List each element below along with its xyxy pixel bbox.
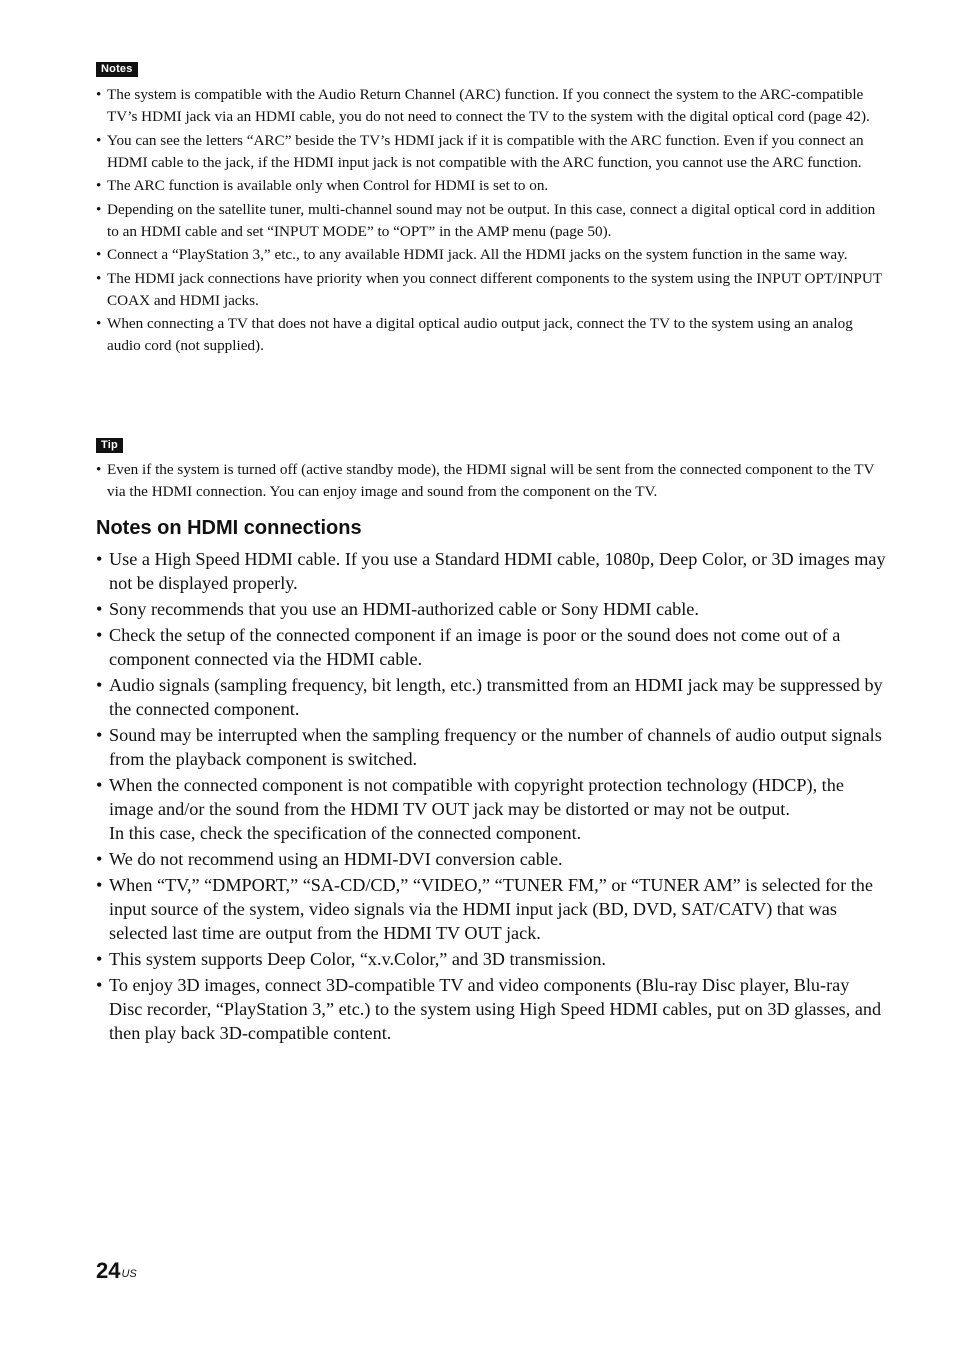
tip-badge: Tip	[96, 438, 123, 453]
tip-list	[96, 459, 882, 505]
hdmi-note-item: • Audio signals (sampling frequency, bit length, etc.) transmitted from an HDMI jack may be suppressed by the connected component.	[96, 673, 886, 721]
note-item: • You can see the letters “ARC” beside the TV’s HDMI jack if it is compatible with the ARC function. Even if you connect an HDMI cable to the jack, if the HDMI input jack is not compatible with the ARC function, you cannot use the ARC function.	[96, 130, 882, 174]
page-number-value: 24	[96, 1258, 121, 1283]
hdmi-note-item: • Use a High Speed HDMI cable. If you use a Standard HDMI cable, 1080p, Deep Color, or 3D images may not be displayed properly.	[96, 547, 886, 595]
tip-item: • Even if the system is turned off (active standby mode), the HDMI signal will be sent from the connected component to the TV via the HDMI connection. You can enjoy image and sound from the component on the TV.	[96, 459, 882, 503]
page-region-suffix: US	[121, 1268, 137, 1280]
hdmi-note-item: • This system supports Deep Color, “x.v.Color,” and 3D transmission.	[96, 947, 886, 971]
page-number	[96, 1257, 137, 1285]
note-item: • Connect a “PlayStation 3,” etc., to any available HDMI jack. All the HDMI jacks on the system function in the same way.	[96, 244, 882, 266]
hdmi-note-item: • To enjoy 3D images, connect 3D-compatible TV and video components (Blu-ray Disc player, Blu-ray Disc recorder, “PlayStation 3,” etc.) to the system using High Speed HDMI cables, put on 3D glasses, and then play back 3D-compatible content.	[96, 973, 886, 1045]
note-item: • Depending on the satellite tuner, multi-channel sound may not be output. In this case, connect a digital optical cord in addition to an HDMI cable and set “INPUT MODE” to “OPT” in the AMP menu (page 50).	[96, 199, 882, 243]
hdmi-note-item: • Sony recommends that you use an HDMI-authorized cable or Sony HDMI cable.	[96, 597, 886, 621]
hdmi-note-item: • Check the setup of the connected component if an image is poor or the sound does not come out of a component connected via the HDMI cable.	[96, 623, 886, 671]
hdcp-followup-text: In this case, check the specification of the connected component.	[109, 823, 582, 843]
note-item: • The HDMI jack connections have priority when you connect different components to the system using the INPUT OPT/INPUT COAX and HDMI jacks.	[96, 268, 882, 312]
hdmi-note-item: • We do not recommend using an HDMI-DVI conversion cable.	[96, 847, 886, 871]
hdmi-note-item: • When “TV,” “DMPORT,” “SA-CD/CD,” “VIDEO,” “TUNER FM,” or “TUNER AM” is selected for the input source of the system, video signals via the HDMI input jack (BD, DVD, SAT/CATV) that was selected last time are output from the HDMI TV OUT jack.	[96, 873, 886, 945]
note-item: • The ARC function is available only when Control for HDMI is set to on.	[96, 175, 882, 197]
hdmi-note-item: • Sound may be interrupted when the sampling frequency or the number of channels of audio output signals from the playback component is switched.	[96, 723, 886, 771]
hdcp-note-text: • When the connected component is not compatible with copyright protection technology (HDCP), the image and/or the sound from the HDMI TV OUT jack may be distorted or may not be output.	[109, 775, 844, 819]
notes-badge: Notes	[96, 62, 138, 77]
hdmi-note-item	[96, 773, 886, 845]
section-heading: Notes on HDMI connections	[96, 517, 362, 539]
note-item: • The system is compatible with the Audio Return Channel (ARC) function. If you connect the system to the ARC-compatible TV’s HDMI jack via an HDMI cable, you do not need to connect the TV to the system with the digital optical cord (page 42).	[96, 84, 882, 128]
hdmi-notes-list	[96, 547, 886, 1047]
notes-list	[96, 84, 882, 359]
note-item: • When connecting a TV that does not have a digital optical audio output jack, connect the TV to the system using an analog audio cord (not supplied).	[96, 313, 882, 357]
